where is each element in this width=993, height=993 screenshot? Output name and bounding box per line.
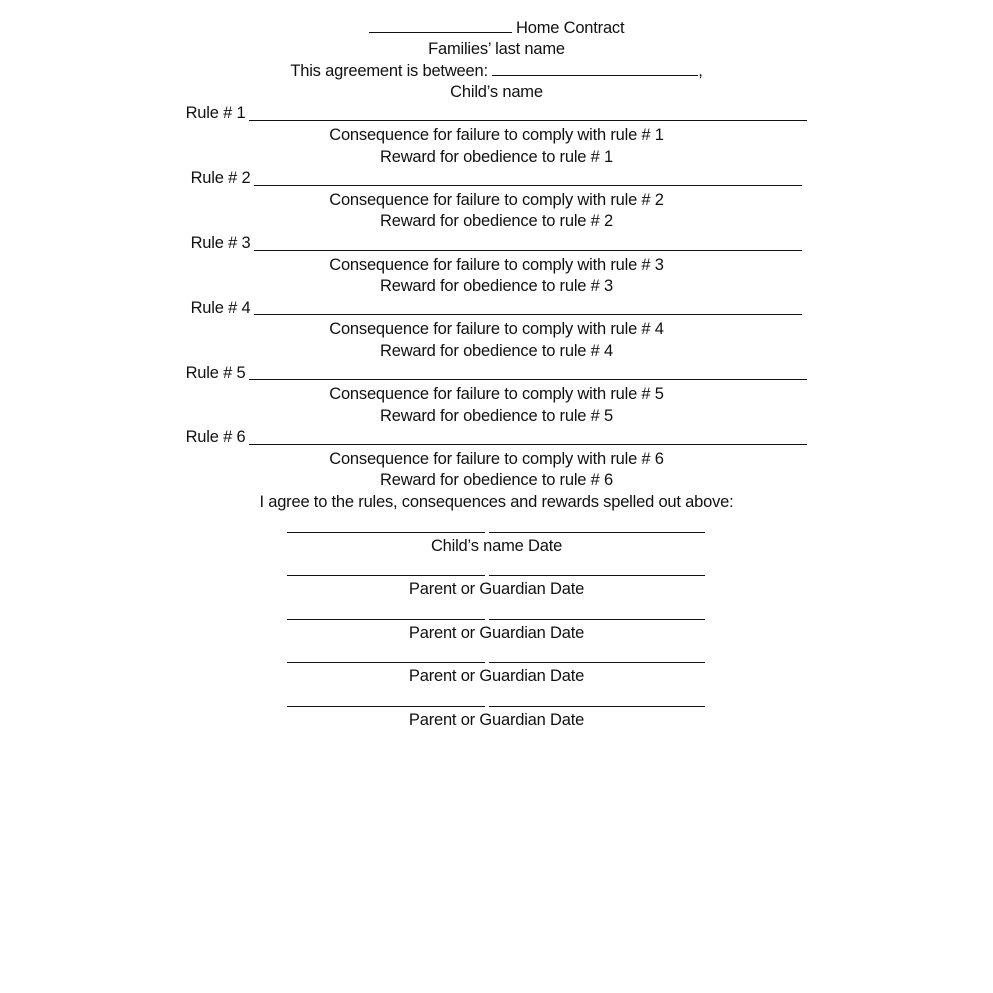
signature-date-blank[interactable] [489,706,705,707]
signature-name-blank[interactable] [287,575,485,576]
rule-label: Rule # 4 [190,298,251,317]
rule-label: Rule # 2 [190,169,251,188]
signature-date-blank[interactable] [489,575,705,576]
page-title: Home Contract [516,19,625,37]
rule-label: Rule # 3 [190,233,251,252]
signature-caption: Parent or Guardian Date [408,623,585,642]
rule-label: Rule # 6 [185,428,246,447]
agreement-prefix: This agreement is between: [290,62,488,81]
rule-row [0,168,993,190]
rule-reward: Reward for obedience to rule # 4 [380,341,613,360]
rule-text-blank[interactable] [249,367,807,380]
rule-consequence: Consequence for failure to comply with rule # 4 [329,320,664,339]
signature-line-row [0,644,993,666]
rule-text-blank[interactable] [254,238,802,251]
rule-text-blank[interactable] [254,173,802,186]
rule-reward: Reward for obedience to rule # 6 [380,471,613,490]
signature-caption: Parent or Guardian Date [408,711,585,730]
rule-row [0,427,993,449]
child-name-blank[interactable] [492,60,698,76]
rule-reward: Reward for obedience to rule # 1 [380,147,613,166]
signature-block [0,514,993,732]
signature-name-blank[interactable] [287,706,485,707]
rule-text-blank[interactable] [249,432,807,445]
rule-consequence: Consequence for failure to comply with rule # 2 [329,190,664,209]
signature-name-blank[interactable] [287,662,485,663]
agreement-suffix: , [698,62,703,81]
rule-consequence: Consequence for failure to comply with rule # 6 [329,449,664,468]
signature-line-row [0,601,993,623]
rule-row [0,298,993,320]
signature-caption: Parent or Guardian Date [408,580,585,599]
signature-date-blank[interactable] [489,619,705,620]
signature-line-row [0,688,993,710]
agreement-line [0,60,993,82]
rule-row [0,363,993,385]
signature-caption: Child’s name Date [430,536,563,555]
signature-name-blank[interactable] [287,619,485,620]
signature-date-blank[interactable] [489,532,705,533]
rule-text-blank[interactable] [254,302,802,315]
rule-label: Rule # 1 [185,104,246,123]
rule-consequence: Consequence for failure to comply with rule # 3 [329,255,664,274]
signature-line-row [0,514,993,536]
rule-reward: Reward for obedience to rule # 3 [380,277,613,296]
family-name-caption: Families’ last name [428,39,565,58]
signature-date-blank[interactable] [489,662,705,663]
rule-text-blank[interactable] [249,108,807,121]
rule-reward: Reward for obedience to rule # 5 [380,406,613,425]
family-name-blank[interactable] [369,17,512,33]
title-line [0,17,993,39]
child-name-caption: Child’s name [450,82,543,101]
home-contract-document [0,17,993,732]
rule-row [0,233,993,255]
signature-name-blank[interactable] [287,532,485,533]
rule-label: Rule # 5 [185,363,246,382]
signature-line-row [0,557,993,579]
rule-consequence: Consequence for failure to comply with rule # 5 [329,385,664,404]
rule-row [0,103,993,125]
rule-reward: Reward for obedience to rule # 2 [380,212,613,231]
rules-list [0,103,993,492]
signature-caption: Parent or Guardian Date [408,667,585,686]
rule-consequence: Consequence for failure to comply with rule # 1 [329,125,664,144]
agreement-statement: I agree to the rules, consequences and rewards spelled out above: [259,493,734,512]
